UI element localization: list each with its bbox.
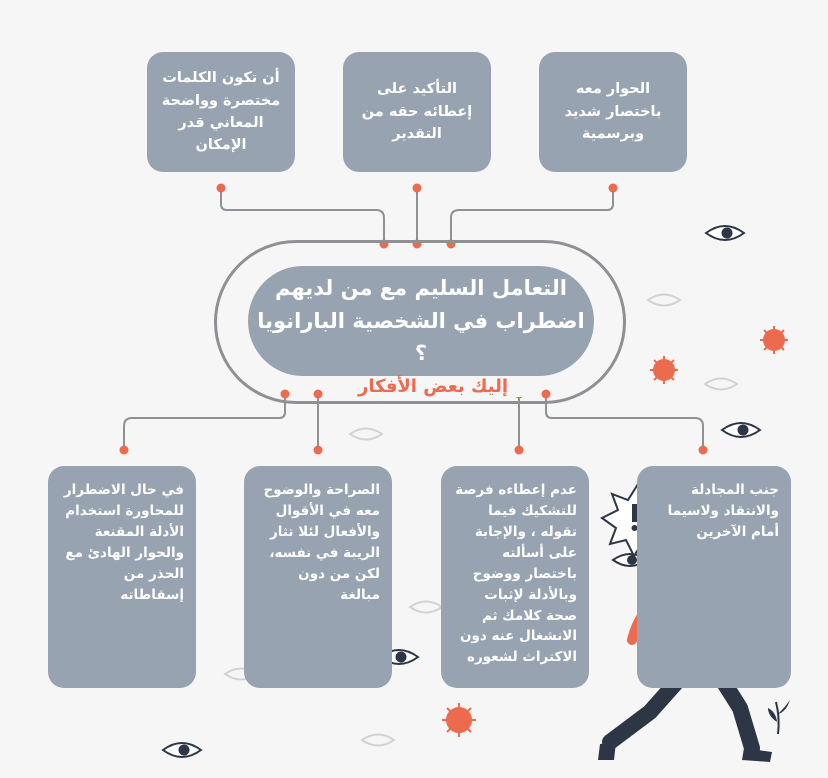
tip-card-appreciation bbox=[343, 52, 491, 172]
tip-card-no-doubt-chance bbox=[441, 466, 589, 688]
tip-text: في حال الاضطرار للمحاورة استخدام الأدلة المقنعة والحوار الهادئ مع الحذر من إسقاطاته bbox=[63, 482, 184, 603]
page-title: التعامل السليم مع من لديهم اضطراب في الشخصية البارانويا ؟ bbox=[257, 276, 585, 366]
tip-card-convincing-evidence bbox=[48, 466, 196, 688]
tip-card-avoid-argument bbox=[637, 466, 791, 688]
tip-text: جنب المجادلة والانتقاد ولاسيما أمام الآخرين bbox=[667, 482, 779, 540]
tip-text: أن تكون الكلمات مختصرة وواضحة المعاني قدر الإمكان bbox=[161, 70, 281, 154]
tip-text: التأكيد على إعطائه حقه من التقدير bbox=[361, 81, 473, 143]
tip-text: الصراحة والوضوح معه في الأقوال والأفعال لئلا تثار الريبة في نفسه، لكن من دون مبالغة bbox=[263, 482, 380, 603]
title-pill bbox=[248, 266, 594, 376]
tip-text: عدم إعطاءه فرصة للتشكيك فيما تقوله ، والإجابة على أسألته باختصار ووضوح وبالأدلة لإثبات صحة كلامك ثم الانشغال عنه دون الاكتراث لشعوره bbox=[455, 482, 577, 666]
subtitle: إليك بعض الأفكار bbox=[330, 376, 536, 397]
tip-card-brief-formal-dialogue bbox=[539, 52, 687, 172]
tip-card-concise-words bbox=[147, 52, 295, 172]
tip-card-frankness bbox=[244, 466, 392, 688]
tip-text: الحوار معه باختصار شديد وبرسمية bbox=[564, 81, 662, 143]
